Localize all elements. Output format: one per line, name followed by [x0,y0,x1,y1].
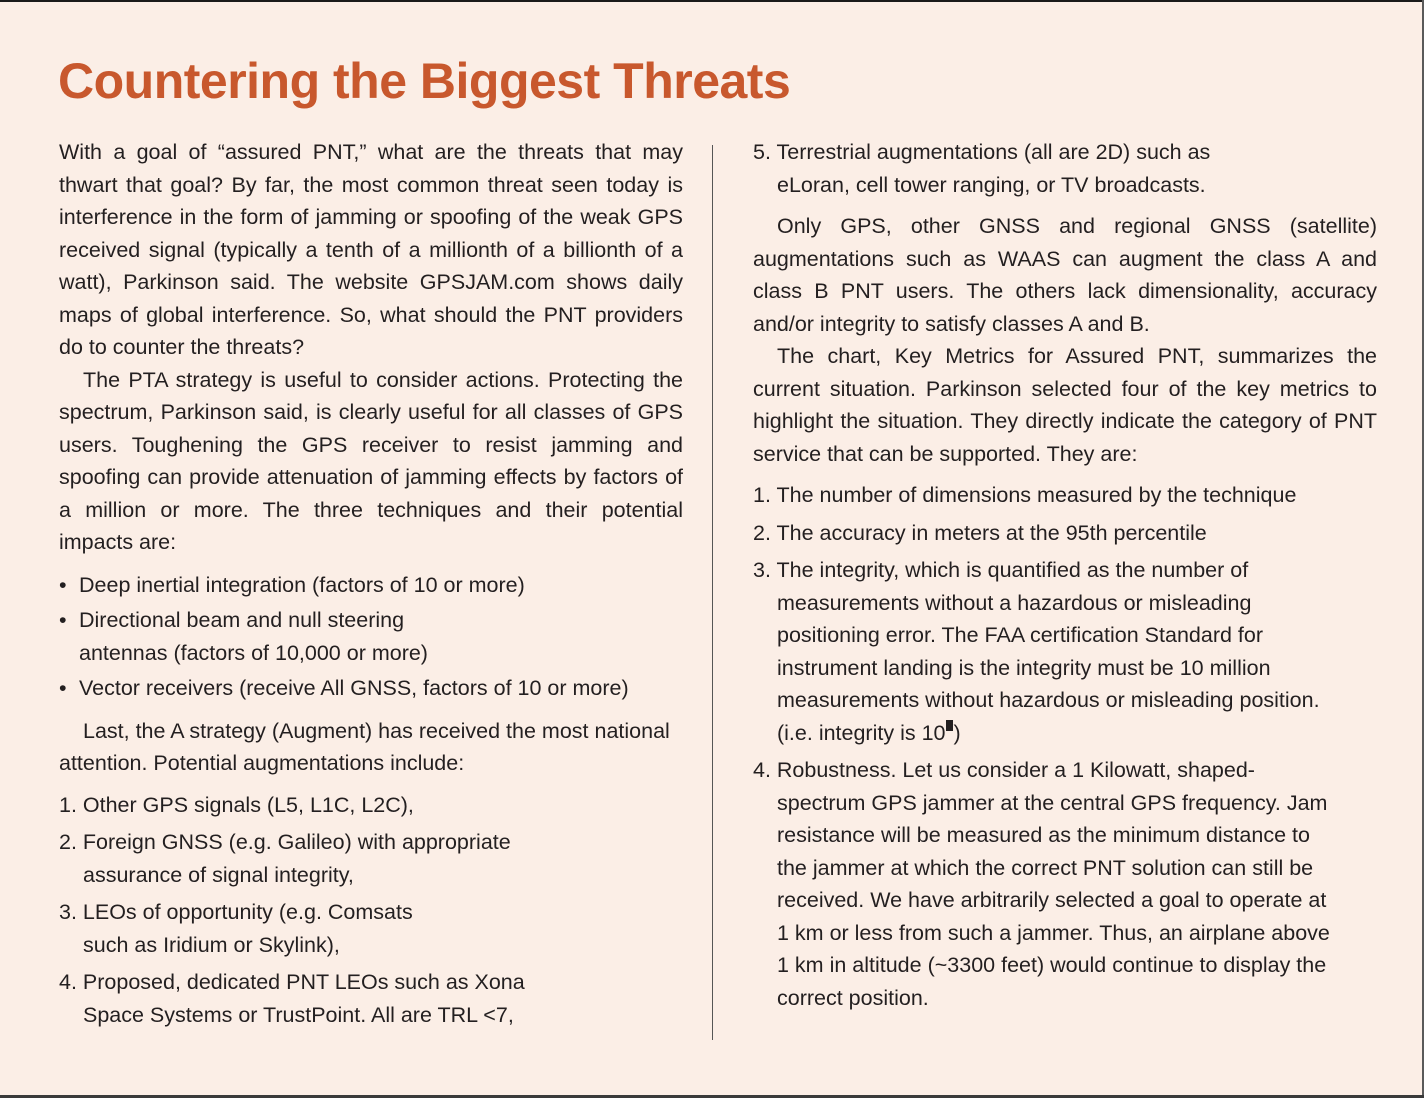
page-title: Countering the Biggest Threats [58,53,791,109]
list-item: 4. Robustness. Let us consider a 1 Kilowatt, shaped-spectrum GPS jammer at the central GPS frequency. Jam resistance will be measured as the minimum distance to the jammer at which the correct PNT solution can still be received. We have arbitrarily selected a goal to operate at 1 km or less from such a jammer. Thus, an airplane above 1 km in altitude (~3300 feet) would continue to display the correct position. [753,758,1330,1010]
right-column [753,136,1377,1019]
technique-text: Vector receivers (receive All GNSS, factors of 10 or more) [79,676,629,700]
list-item: 2. The accuracy in meters at the 95th percentile [753,520,1207,545]
column-divider [712,145,713,1040]
augment-strategy-paragraph: Last, the A strategy (Augment) has received the most national attention. Potential augmentations include: [59,718,670,775]
list-item: 1. Other GPS signals (L5, L1C, L2C), [59,792,414,817]
bullet-icon: • [59,676,67,700]
list-item: 3. LEOs of opportunity (e.g. Comsats such as Iridium or Skylink), [59,900,413,957]
bullet-icon: • [59,572,67,597]
list-item [59,569,683,602]
list-item: 1. The number of dimensions measured by the technique [753,483,1297,507]
integrity-text: 3. The integrity, which is quantified as the number of measurements without a hazardous or misleading positioning error. The FAA certification Standard for instrument landing is the integrity must be 10 million measurements without hazardous or misleading position. (i.e. integrity is 10 [753,558,1320,745]
list-item [59,672,683,705]
augmentation-list-continued [753,136,1377,201]
technique-text: Directional beam and null steering antennas (factors of 10,000 or more) [79,608,428,665]
technique-list [59,569,683,705]
augmentation-list [59,789,683,1032]
list-item [59,604,459,669]
class-ab-paragraph: Only GPS, other GNSS and regional GNSS (satellite) augmentations such as WAAS can augment the class A and class B PNT users. The others lack dimensionality, accuracy and/or integrity to satisfy classes A and B. [753,214,1377,336]
technique-text: Deep inertial integration (factors of 10 or more) [79,572,525,597]
list-item: 2. Foreign GNSS (e.g. Galileo) with appropriate assurance of signal integrity, [59,830,511,887]
list-item: 5. Terrestrial augmentations (all are 2D) such as eLoran, cell tower ranging, or TV broadcasts. [753,140,1211,197]
key-metrics-paragraph: The chart, Key Metrics for Assured PNT, summarizes the current situation. Parkinson selected four of the key metrics to highlight the situation. They directly indicate the category of PNT service that can be supported. They are: [753,344,1377,466]
intro-paragraph: With a goal of “assured PNT,” what are the threats that may thwart that goal? By far, the most common threat seen today is interference in the form of jamming or spoofing of the weak GPS received signal (typically a tenth of a millionth of a billionth of a watt), Parkinson said. The website GPSJAM.com shows daily maps of global interference. So, what should the PNT providers do to counter the threats? [59,140,683,359]
metrics-list [753,479,1377,1014]
pta-strategy-paragraph: The PTA strategy is useful to consider actions. Protecting the spectrum, Parkinson said, is clearly useful for all classes of GPS users. Toughening the GPS receiver to resist jamming and spoofing can provide attenuation of jamming effects by factors of a million or more. The three techniques and their potential impacts are: [59,367,683,554]
left-column [59,136,683,1036]
top-border [0,0,1424,2]
bullet-icon: • [59,608,67,632]
list-item [753,554,1322,749]
integrity-text-end: ) [953,720,961,745]
list-item: 4. Proposed, dedicated PNT LEOs such as Xona Space Systems or TrustPoint. All are TRL <7, [59,970,525,1027]
